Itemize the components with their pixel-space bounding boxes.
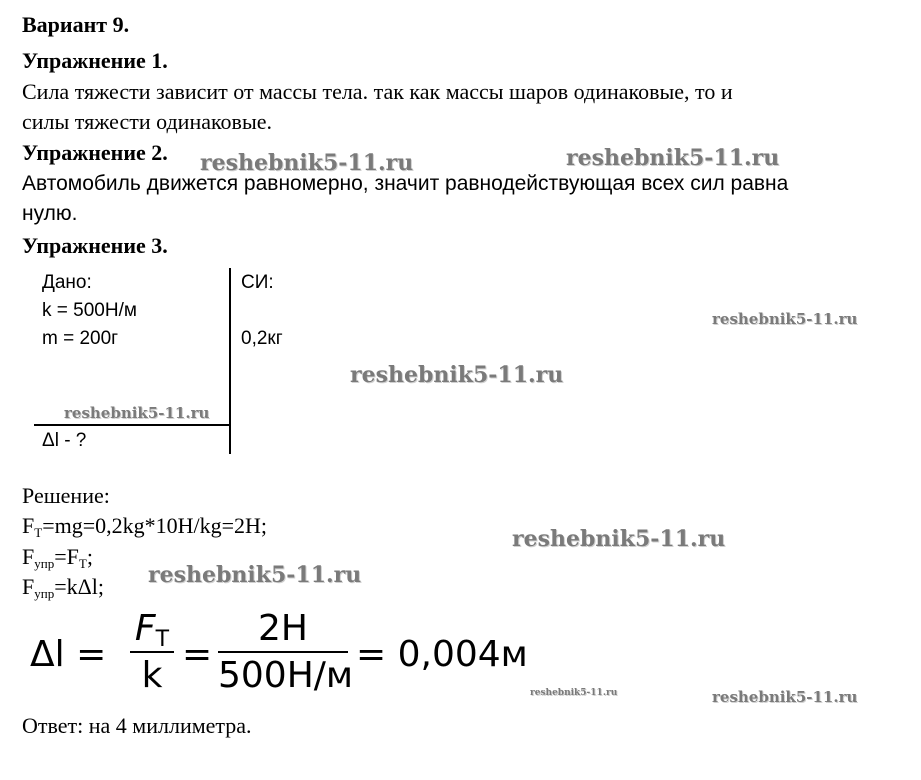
exercise-2-text-line2: нулю. [22, 202, 78, 225]
solution-line-2: $F_{упр}=F_Т$; [22, 544, 93, 571]
formula-equals: = [182, 634, 213, 675]
formula-lhs: Δl = [30, 634, 107, 675]
formula-fraction-2 [218, 608, 354, 696]
watermark: reshebnik5-11.ru [148, 562, 362, 588]
formula-frac2-bar [218, 651, 348, 653]
find-quantity: Δl - ? [42, 430, 87, 451]
watermark: reshebnik5-11.ru [530, 688, 618, 698]
given-m: m = 200г [42, 328, 119, 349]
formula-fraction-1 [130, 608, 174, 696]
variant-title: Вариант 9. [22, 12, 130, 37]
watermark: reshebnik5-11.ru [712, 310, 858, 328]
formula-frac1-numerator-sub: Т [155, 627, 170, 652]
formula-frac1-numerator: F [134, 608, 156, 649]
watermark: reshebnik5-11.ru [200, 150, 414, 176]
solution-line-3: $F_{упр}=k\Delta l$; [22, 574, 104, 601]
formula-frac2-numerator: 2Н [258, 608, 308, 649]
table-horizontal-divider [34, 424, 231, 426]
si-mass: 0,2кг [241, 328, 283, 349]
answer: Ответ: на 4 миллиметра. [22, 713, 252, 738]
solution-line-1: $F_Т=mg=0,2kg*10H/kg=2H$; [22, 513, 268, 540]
formula-frac1-denominator: k [141, 655, 163, 696]
given-k: k = 500Н/м [42, 300, 137, 321]
exercise-1-heading: Упражнение 1. [22, 48, 168, 73]
formula-result: = 0,004м [356, 634, 528, 675]
exercise-3-heading: Упражнение 3. [22, 233, 168, 258]
given-label: Дано: [42, 272, 92, 293]
exercise-2-heading: Упражнение 2. [22, 140, 168, 165]
exercise-1-text-line2: силы тяжести одинаковые. [22, 109, 272, 134]
watermark: reshebnik5-11.ru [566, 145, 780, 171]
si-label: СИ: [241, 272, 274, 293]
watermark: reshebnik5-11.ru [350, 362, 564, 388]
exercise-1-text-line1: Сила тяжести зависит от массы тела. так как массы шаров одинаковые, то и [22, 79, 733, 104]
solution-label: Решение: [22, 483, 110, 508]
watermark: reshebnik5-11.ru [712, 688, 858, 706]
watermark: reshebnik5-11.ru [512, 526, 726, 552]
watermark: reshebnik5-11.ru [64, 404, 210, 422]
formula-frac2-denominator: 500Н/м [218, 655, 354, 696]
exercise-2-text-line1: Автомобиль движется равномерно, значит равнодействующая всех сил равна [22, 172, 789, 195]
table-vertical-divider [229, 268, 231, 454]
